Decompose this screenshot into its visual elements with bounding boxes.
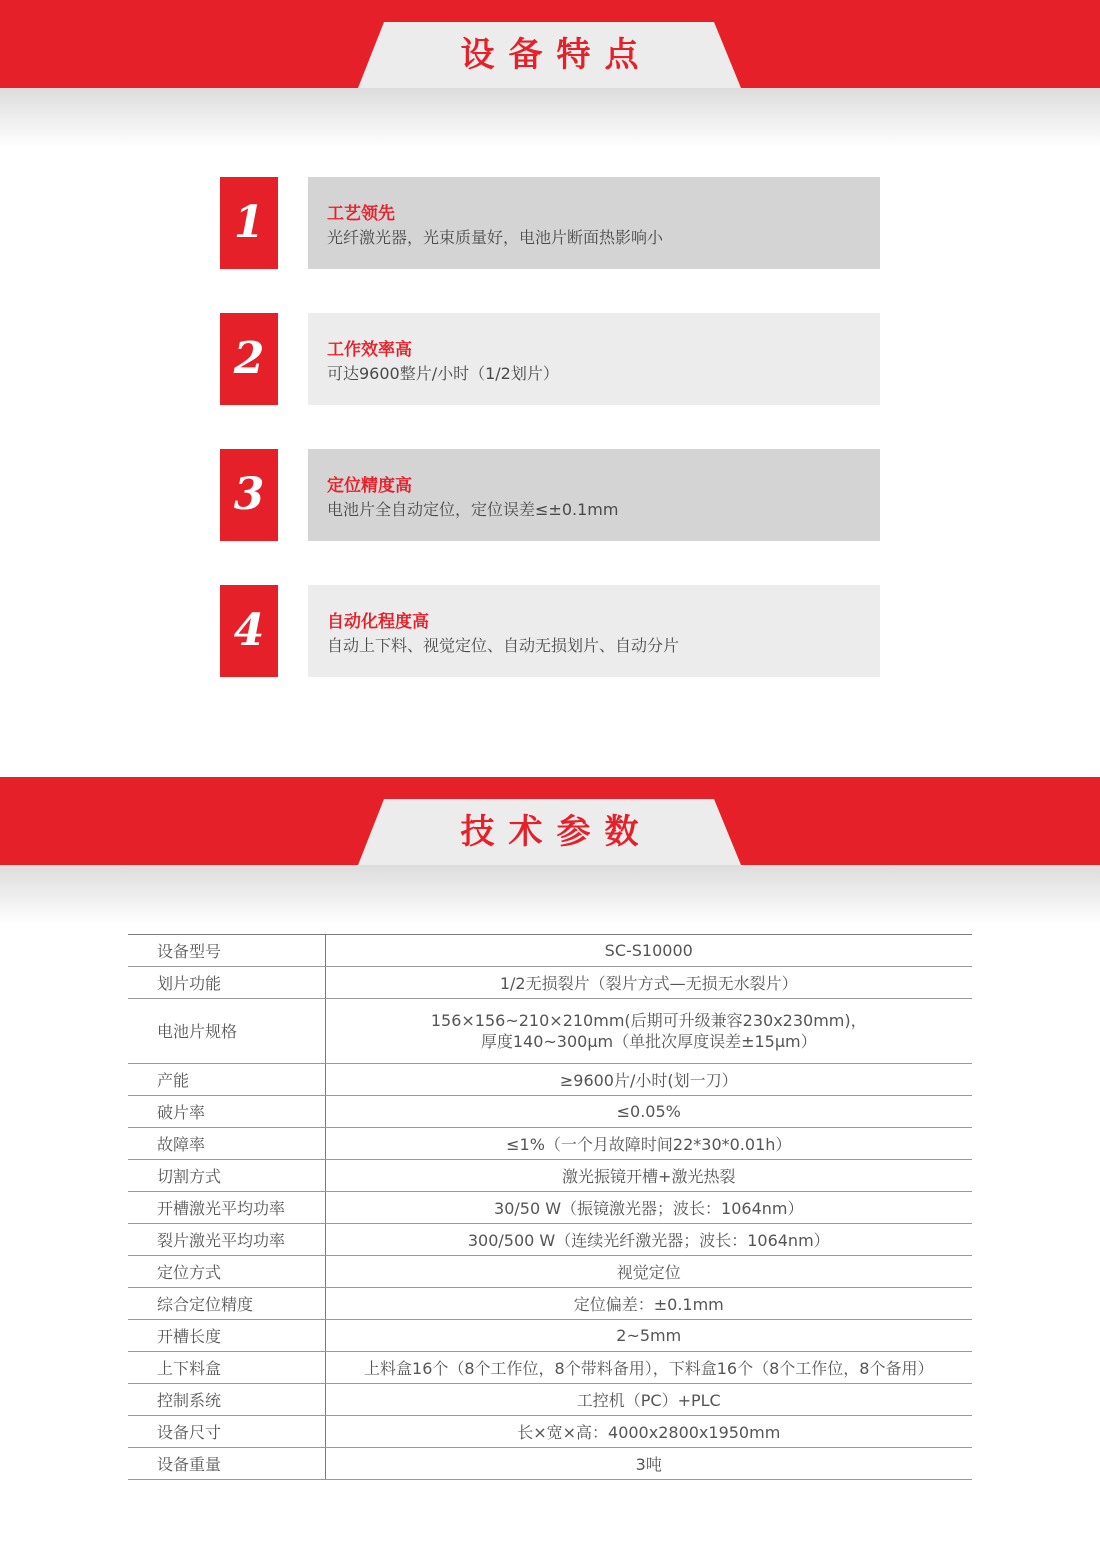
spec-value: 长×宽×高：4000x2800x1950mm (325, 1416, 972, 1448)
feature-desc: 光纤激光器，光束质量好，电池片断面热影响小 (327, 228, 664, 247)
spec-label: 设备尺寸 (128, 1416, 325, 1448)
spec-label: 设备重量 (128, 1448, 325, 1480)
table-row (128, 1256, 972, 1288)
spec-value: ≤0.05% (325, 1096, 972, 1128)
spec-label: 设备型号 (128, 935, 325, 967)
section-banner-specs (0, 777, 1100, 922)
feature-card (308, 177, 880, 269)
feature-number: 4 (220, 585, 278, 677)
table-row (128, 1224, 972, 1256)
feature-title: 定位精度高 (327, 476, 412, 496)
feature-card (308, 585, 880, 677)
spec-label: 电池片规格 (128, 999, 325, 1064)
table-row (128, 1096, 972, 1128)
spec-table (128, 934, 972, 1480)
feature-title: 工艺领先 (327, 204, 395, 224)
spec-value: 上料盒16个（8个工作位，8个带料备用），下料盒16个（8个工作位，8个备用） (325, 1352, 972, 1384)
feature-title: 工作效率高 (327, 340, 412, 360)
feature-card (308, 313, 880, 405)
table-row (128, 1288, 972, 1320)
spec-label: 定位方式 (128, 1256, 325, 1288)
table-row (128, 1352, 972, 1384)
table-row (128, 1384, 972, 1416)
spec-label: 裂片激光平均功率 (128, 1224, 325, 1256)
spec-value: 30/50 W（振镜激光器；波长：1064nm） (325, 1192, 972, 1224)
table-row (128, 1192, 972, 1224)
feature-card (308, 449, 880, 541)
feature-item (220, 177, 880, 269)
spec-label: 上下料盒 (128, 1352, 325, 1384)
spec-value: ≤1%（一个月故障时间22*30*0.01h） (325, 1128, 972, 1160)
table-row (128, 1160, 972, 1192)
spec-label: 开槽长度 (128, 1320, 325, 1352)
spec-value: 2~5mm (325, 1320, 972, 1352)
feature-title: 自动化程度高 (327, 612, 429, 632)
spec-label: 划片功能 (128, 967, 325, 999)
spec-value: 定位偏差：±0.1mm (325, 1288, 972, 1320)
feature-item (220, 449, 880, 541)
spec-label: 综合定位精度 (128, 1288, 325, 1320)
table-row (128, 935, 972, 967)
feature-desc: 可达9600整片/小时（1/2划片） (327, 364, 559, 383)
table-row (128, 999, 972, 1064)
spec-value: 工控机（PC）+PLC (325, 1384, 972, 1416)
feature-number: 2 (220, 313, 278, 405)
table-row (128, 1128, 972, 1160)
spec-value: ≥9600片/小时(划一刀） (325, 1064, 972, 1096)
spec-label: 控制系统 (128, 1384, 325, 1416)
section-banner-features (0, 0, 1100, 145)
table-row (128, 1416, 972, 1448)
spec-label: 切割方式 (128, 1160, 325, 1192)
table-row (128, 1448, 972, 1480)
spec-value: SC-S10000 (325, 935, 972, 967)
feature-number: 3 (220, 449, 278, 541)
spec-value: 视觉定位 (325, 1256, 972, 1288)
feature-item (220, 313, 880, 405)
spec-label: 产能 (128, 1064, 325, 1096)
spec-label: 开槽激光平均功率 (128, 1192, 325, 1224)
spec-value-line: 156×156~210×210mm(后期可升级兼容230x230mm)， (430, 1011, 867, 1030)
feature-desc: 自动上下料、视觉定位、自动无损划片、自动分片 (327, 636, 680, 655)
table-row (128, 1064, 972, 1096)
feature-number: 1 (220, 177, 278, 269)
banner-shadow (0, 865, 1100, 925)
spec-value (325, 999, 972, 1064)
spec-value: 激光振镜开槽+激光热裂 (325, 1160, 972, 1192)
spec-value: 1/2无损裂片（裂片方式—无损无水裂片） (325, 967, 972, 999)
spec-label: 故障率 (128, 1128, 325, 1160)
section-title-features: 设备特点 (460, 35, 653, 75)
table-row (128, 1320, 972, 1352)
section-title-specs: 技术参数 (460, 812, 653, 852)
spec-value-line: 厚度140~300μm（单批次厚度误差±15μm） (480, 1032, 817, 1051)
feature-item (220, 585, 880, 677)
table-row (128, 967, 972, 999)
spec-value: 3吨 (325, 1448, 972, 1480)
feature-desc: 电池片全自动定位，定位误差≤±0.1mm (327, 500, 619, 519)
spec-label: 破片率 (128, 1096, 325, 1128)
banner-shadow (0, 88, 1100, 148)
spec-value: 300/500 W（连续光纤激光器；波长：1064nm） (325, 1224, 972, 1256)
